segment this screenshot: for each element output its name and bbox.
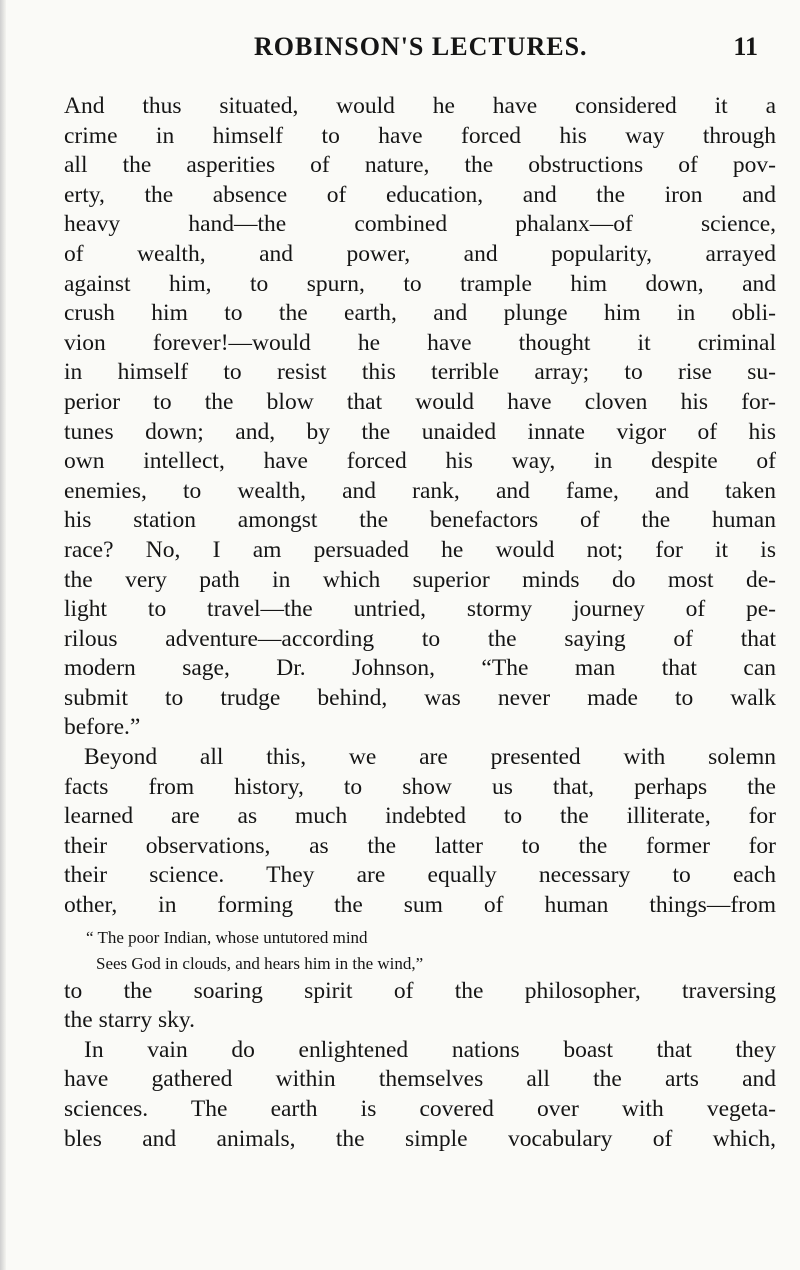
- text-line: in himself to resist this terrible array; to rise su-: [64, 359, 776, 386]
- text-line: submit to trudge behind, was never made to walk: [64, 684, 776, 711]
- text-line: against him, to spurn, to trample him down, and: [64, 270, 776, 297]
- text-line: enemies, to wealth, and rank, and fame, and taken: [64, 477, 776, 504]
- text-line: And thus situated, would he have considered it a: [64, 93, 776, 119]
- text-line: the very path in which superior minds do most de-: [64, 566, 776, 593]
- page-edge-shadow: [0, 0, 6, 1270]
- running-header: [82, 32, 770, 72]
- quotation-line: “ The poor Indian, whose untutored mind: [86, 927, 368, 947]
- text-line: tunes down; and, by the unaided innate vigor of his: [64, 418, 776, 445]
- text-line: crime in himself to have forced his way through: [64, 122, 776, 149]
- text-line: his station amongst the benefactors of the human: [64, 507, 776, 534]
- text-line: own intellect, have forced his way, in despite of: [64, 448, 776, 475]
- paragraph-start-line: In vain do enlightened nations boast that they: [84, 1036, 776, 1063]
- text-line: rilous adventure—according to the saying of that: [64, 625, 776, 652]
- text-line: bles and animals, the simple vocabulary of which,: [64, 1125, 776, 1152]
- text-line: modern sage, Dr. Johnson, “The man that can: [64, 655, 776, 682]
- body-text: [64, 92, 776, 1154]
- text-line: before.”: [64, 714, 141, 741]
- text-line: all the asperities of nature, the obstructions of pov-: [64, 152, 776, 179]
- text-line: facts from history, to show us that, perhaps the: [64, 773, 776, 800]
- text-line: sciences. The earth is covered over with vegeta-: [64, 1096, 776, 1122]
- paragraph-start-line: Beyond all this, we are presented with solemn: [84, 744, 776, 771]
- running-title: ROBINSON'S LECTURES.: [254, 32, 588, 61]
- text-line: learned are as much indebted to the illiterate, for: [64, 803, 776, 830]
- text-line: have gathered within themselves all the arts and: [64, 1066, 776, 1093]
- text-line: vion forever!—would he have thought it criminal: [64, 329, 776, 356]
- quotation-line: Sees God in clouds, and hears him in the wind,”: [96, 953, 424, 973]
- text-line: race? No, I am persuaded he would not; for it is: [64, 536, 776, 563]
- text-line: heavy hand—the combined phalanx—of science,: [64, 211, 776, 238]
- text-line: the starry sky.: [64, 1007, 195, 1034]
- text-line: crush him to the earth, and plunge him in obli-: [64, 300, 776, 327]
- text-line: of wealth, and power, and popularity, arrayed: [64, 240, 776, 267]
- text-line: their science. They are equally necessary to each: [64, 862, 776, 889]
- text-line: erty, the absence of education, and the iron and: [64, 181, 776, 208]
- text-line: light to travel—the untried, stormy journey of pe-: [64, 596, 776, 623]
- text-line: other, in forming the sum of human things—from: [64, 892, 776, 919]
- text-line: to the soaring spirit of the philosopher, traversing: [64, 977, 776, 1004]
- text-line: their observations, as the latter to the former for: [64, 832, 776, 859]
- text-line: perior to the blow that would have cloven his for-: [64, 388, 776, 415]
- page-number: 11: [733, 32, 758, 61]
